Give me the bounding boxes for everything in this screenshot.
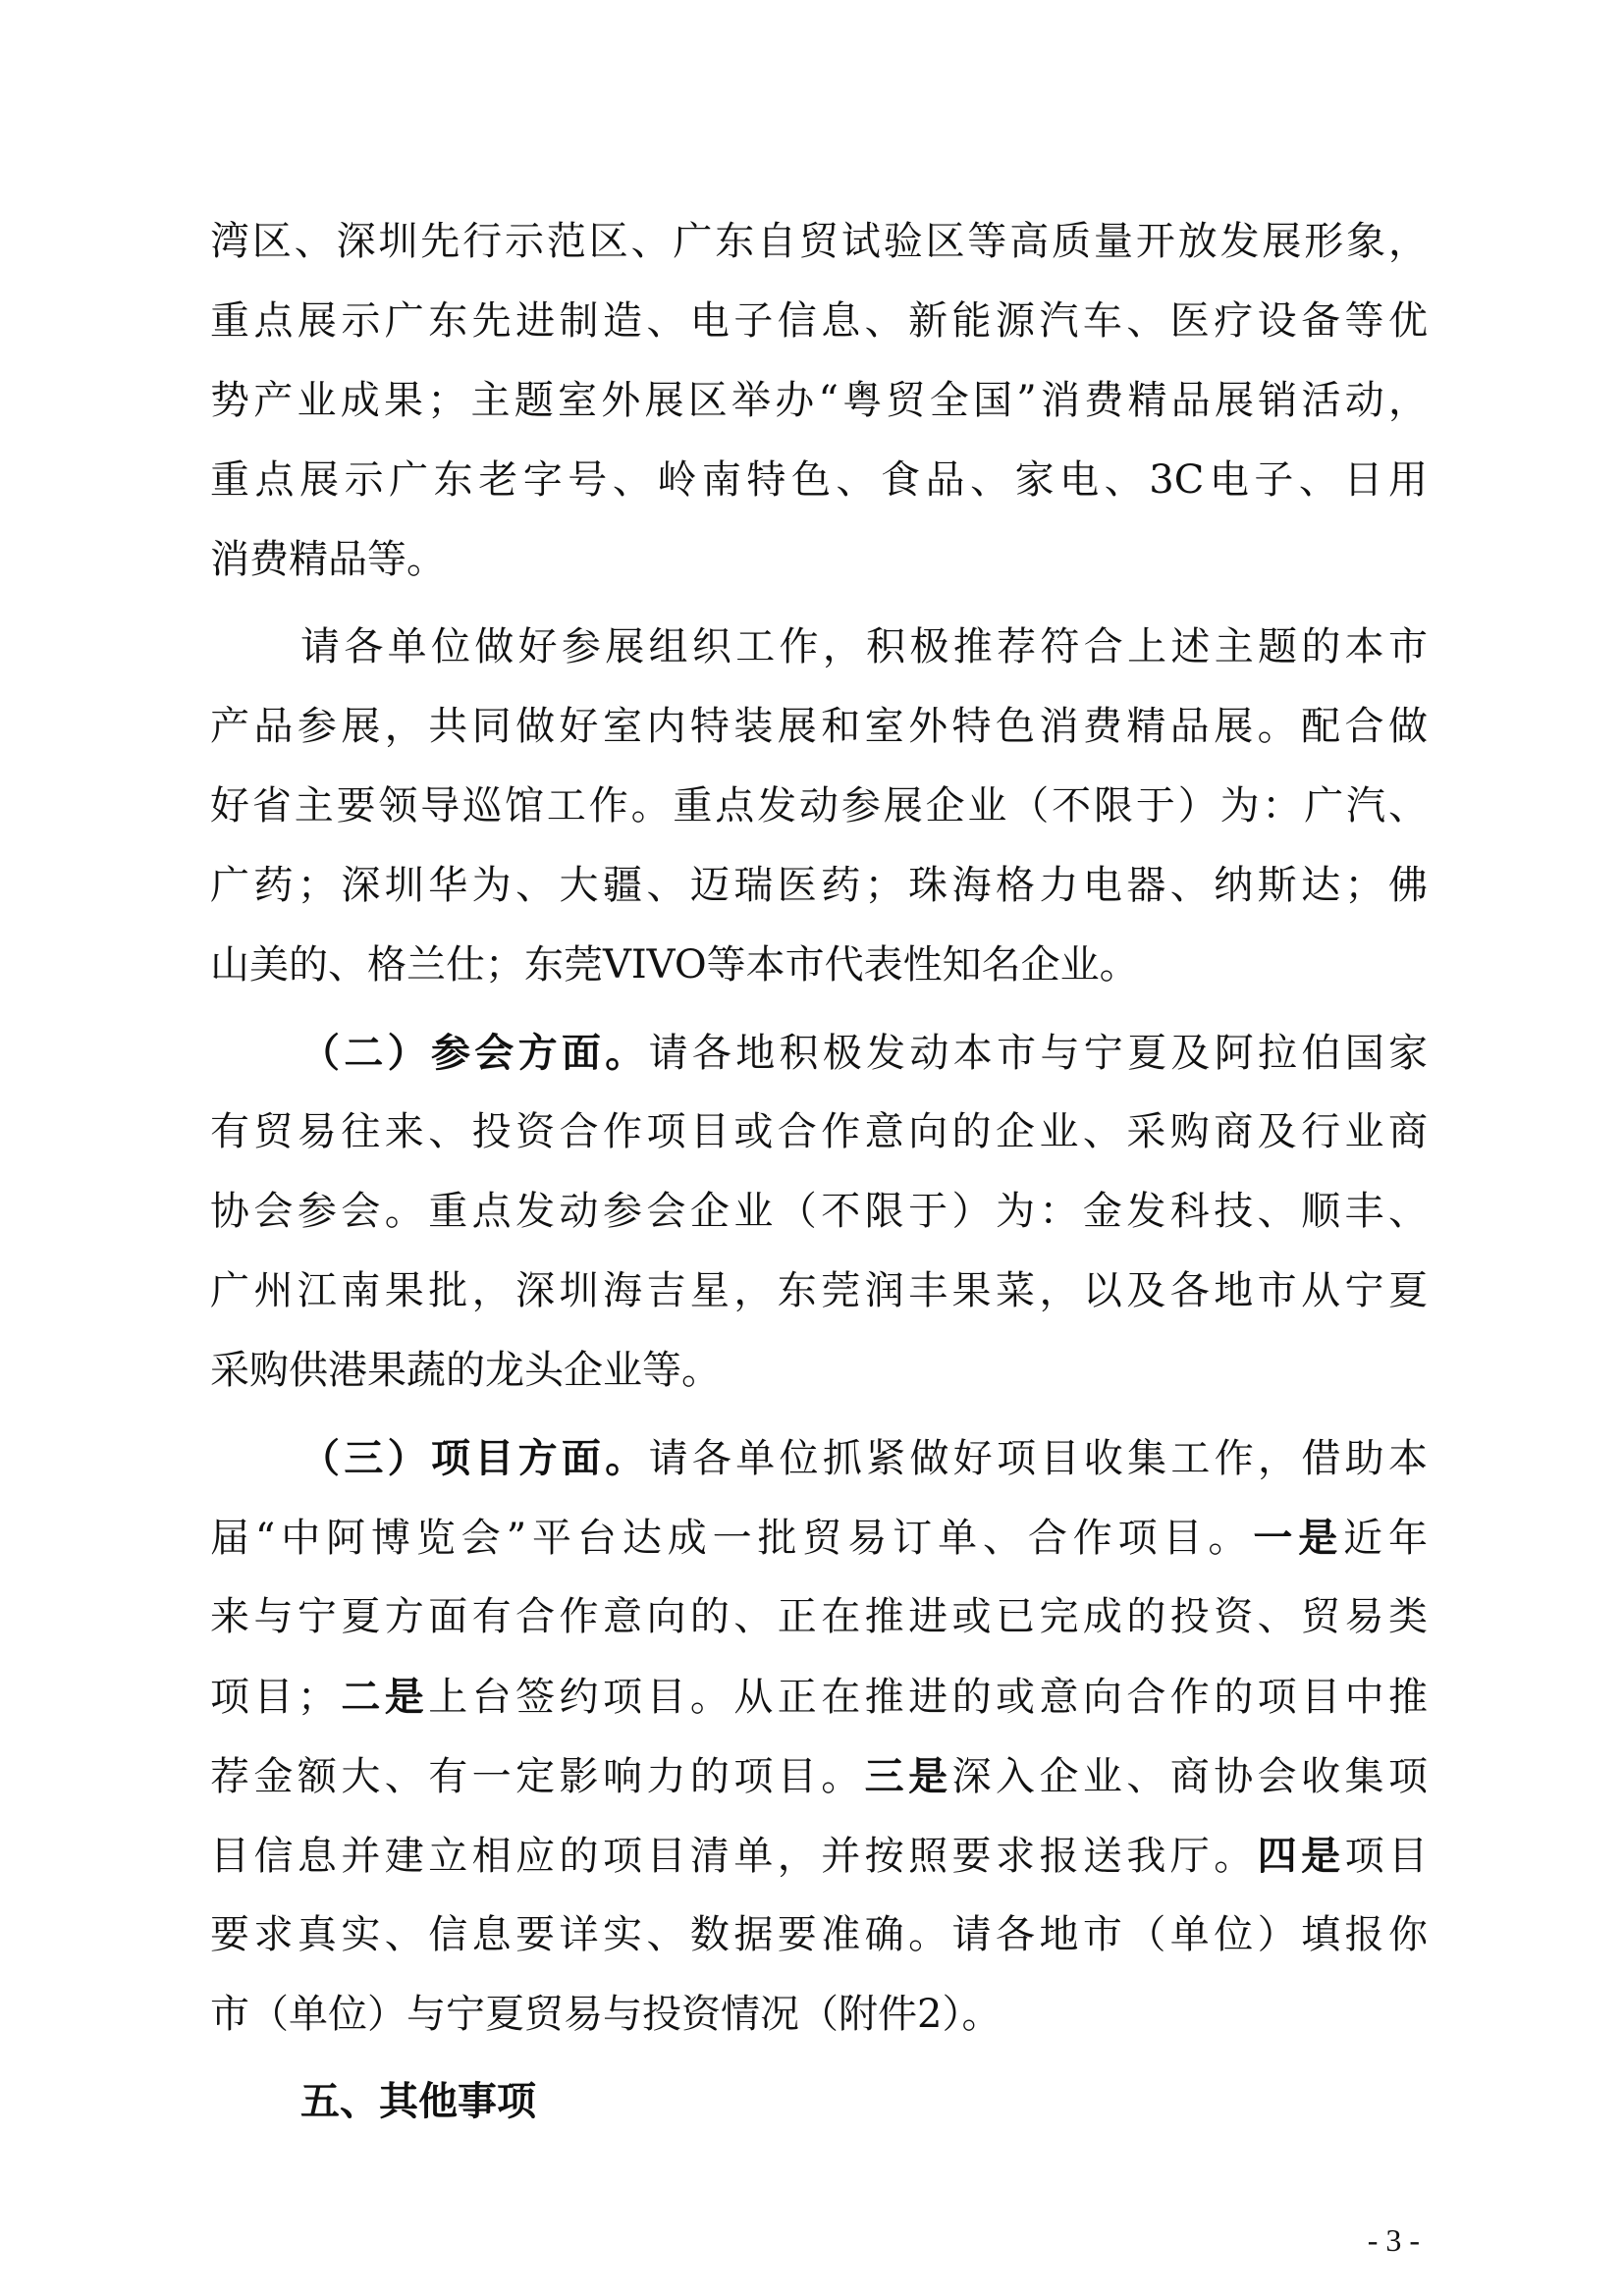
paragraph-3-line-4: 广州江南果批，深圳海吉星，东莞润丰果菜，以及各地市从宁夏: [210, 1268, 1428, 1313]
point-four-label: 四是: [1257, 1833, 1345, 1879]
paragraph-3-line-2: 有贸易往来、投资合作项目或合作意向的企业、采购商及行业商: [210, 1109, 1428, 1154]
paragraph-3-line-3: 协会参会。重点发动参会企业（不限于）为：金发科技、顺丰、: [210, 1189, 1428, 1234]
point-two-label: 二是: [336, 1674, 429, 1720]
paragraph-4-line-4: [210, 1657, 1428, 1736]
paragraph-4-line-1: [210, 1418, 1428, 1498]
point-one-label: 一是: [1253, 1515, 1344, 1561]
paragraph-4-line-5: [210, 1736, 1428, 1816]
paragraph-4-line-6-text-b: 项目: [1344, 1834, 1428, 1879]
paragraph-4-line-6: [210, 1816, 1428, 1896]
paragraph-1-line-5: 消费精品等。: [210, 537, 446, 582]
paragraph-4-line-1-text: 请各单位抓紧做好项目收集工作，借助本: [648, 1436, 1428, 1481]
subsection-2-title: （二）参会方面。: [300, 1030, 649, 1076]
paragraph-4-line-6-text-a: 目信息并建立相应的项目清单，并按照要求报送我厅。: [210, 1834, 1258, 1879]
point-three-label: 三是: [864, 1753, 952, 1799]
paragraph-4-line-2-text-a: 届“中阿博览会”平台达成一批贸易订单、合作项目。: [210, 1516, 1254, 1561]
paragraph-2-line-2: 产品参展，共同做好室内特装展和室外特色消费精品展。配合做: [210, 704, 1428, 749]
section-5-heading: 五、其他事项: [300, 2079, 536, 2124]
paragraph-4-line-4-text-a: 项目；: [210, 1675, 337, 1720]
document-body: [210, 202, 1428, 2142]
paragraph-4-line-4-text-b: 上台签约项目。从正在推进的或意向合作的项目中推: [428, 1675, 1428, 1720]
paragraph-1-line-4: 重点展示广东老字号、岭南特色、食品、家电、3C电子、日用: [210, 457, 1428, 503]
paragraph-3-line-5: 采购供港果蔬的龙头企业等。: [210, 1348, 721, 1393]
paragraph-4-line-2-text-b: 近年: [1343, 1516, 1428, 1561]
paragraph-4-line-7: 要求真实、信息要详实、数据要准确。请各地市（单位）填报你: [210, 1912, 1428, 1957]
paragraph-4-line-8: 市（单位）与宁夏贸易与投资情况（附件2）。: [210, 1992, 1001, 2037]
paragraph-2-line-1: 请各单位做好参展组织工作，积极推荐符合上述主题的本市: [300, 624, 1428, 669]
paragraph-3-line-1-text: 请各地积极发动本市与宁夏及阿拉伯国家: [648, 1031, 1428, 1076]
paragraph-4-line-2: [210, 1498, 1428, 1577]
paragraph-4-line-5-text-a: 荐金额大、有一定影响力的项目。: [210, 1754, 865, 1799]
paragraph-2-line-5: 山美的、格兰仕；东莞VIVO等本市代表性知名企业。: [210, 942, 1139, 988]
page-number: - 3 -: [1367, 2222, 1420, 2258]
paragraph-1-line-2: 重点展示广东先进制造、电子信息、新能源汽车、医疗设备等优: [210, 298, 1428, 344]
paragraph-2-line-4: 广药；深圳华为、大疆、迈瑞医药；珠海格力电器、纳斯达；佛: [210, 863, 1428, 908]
paragraph-4-line-5-text-b: 深入企业、商协会收集项: [951, 1754, 1428, 1799]
paragraph-1-line-1: 湾区、深圳先行示范区、广东自贸试验区等高质量开放发展形象，: [210, 219, 1428, 264]
paragraph-2-line-3: 好省主要领导巡馆工作。重点发动参展企业（不限于）为：广汽、: [210, 783, 1428, 828]
paragraph-4-line-3: 来与宁夏方面有合作意向的、正在推进或已完成的投资、贸易类: [210, 1594, 1428, 1639]
paragraph-3-line-1: [210, 1013, 1428, 1093]
subsection-3-title: （三）项目方面。: [300, 1435, 649, 1481]
paragraph-1-line-3: 势产业成果；主题室外展区举办“粤贸全国”消费精品展销活动，: [210, 378, 1428, 423]
